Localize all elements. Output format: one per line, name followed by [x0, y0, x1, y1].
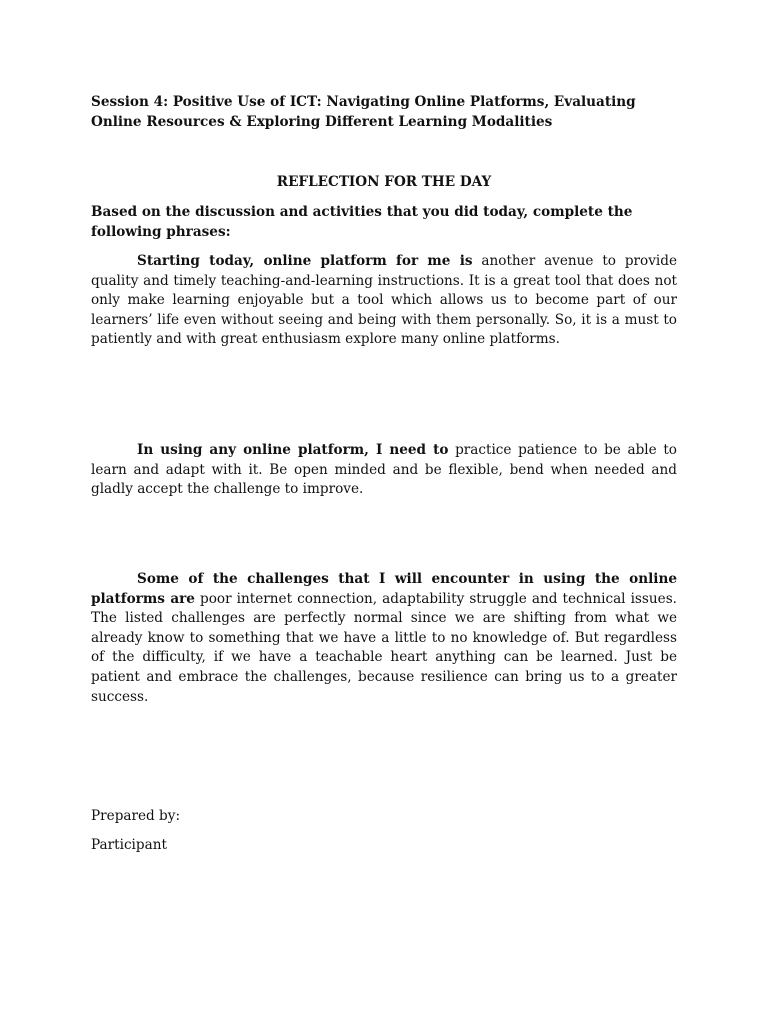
paragraph-lead: In using any online platform, I need to — [137, 442, 449, 458]
reflection-paragraph-challenges — [91, 570, 677, 707]
prepared-by-label: Prepared by: — [91, 808, 181, 824]
paragraph-lead: Some of the challenges that I will encounter in using the online platforms are — [91, 571, 677, 607]
document-page — [91, 92, 677, 853]
reflection-paragraph-need-to — [91, 441, 677, 500]
paragraph-body: another avenue to provide quality and timely teaching-and-learning instructions. It is a great tool that does not only make learning enjoyable but a tool which allows us to become part of our learners’ life even without seeing and being with them personally. So, it is a must to patiently and with great enthusiasm explore many online platforms. — [91, 253, 677, 348]
reflection-paragraph-online-platform — [91, 252, 677, 350]
participant-label: Participant — [91, 837, 167, 853]
paragraph-lead: Starting today, online platform for me is — [137, 253, 473, 269]
reflection-heading: REFLECTION FOR THE DAY — [276, 174, 492, 190]
paragraph-body: poor internet connection, adaptability struggle and technical issues. The listed challenges are perfectly normal since we are shifting from what we already know to something that we have a little to no knowledge of. But regardless of the difficulty, if we have a teachable heart anything can be learned. Just be patient and embrace the challenges, because resilience can bring us to a greater success. — [91, 590, 677, 705]
instructions: Based on the discussion and activities that you did today, complete the following phrases: — [91, 204, 633, 240]
session-title: Session 4: Positive Use of ICT: Navigating Online Platforms, Evaluating Online Resources & Exploring Different Learning Modalities — [91, 94, 636, 130]
paragraph-body: practice patience to be able to learn and adapt with it. Be open minded and be flexible, bend when needed and gladly accept the challenge to improve. — [91, 442, 677, 498]
